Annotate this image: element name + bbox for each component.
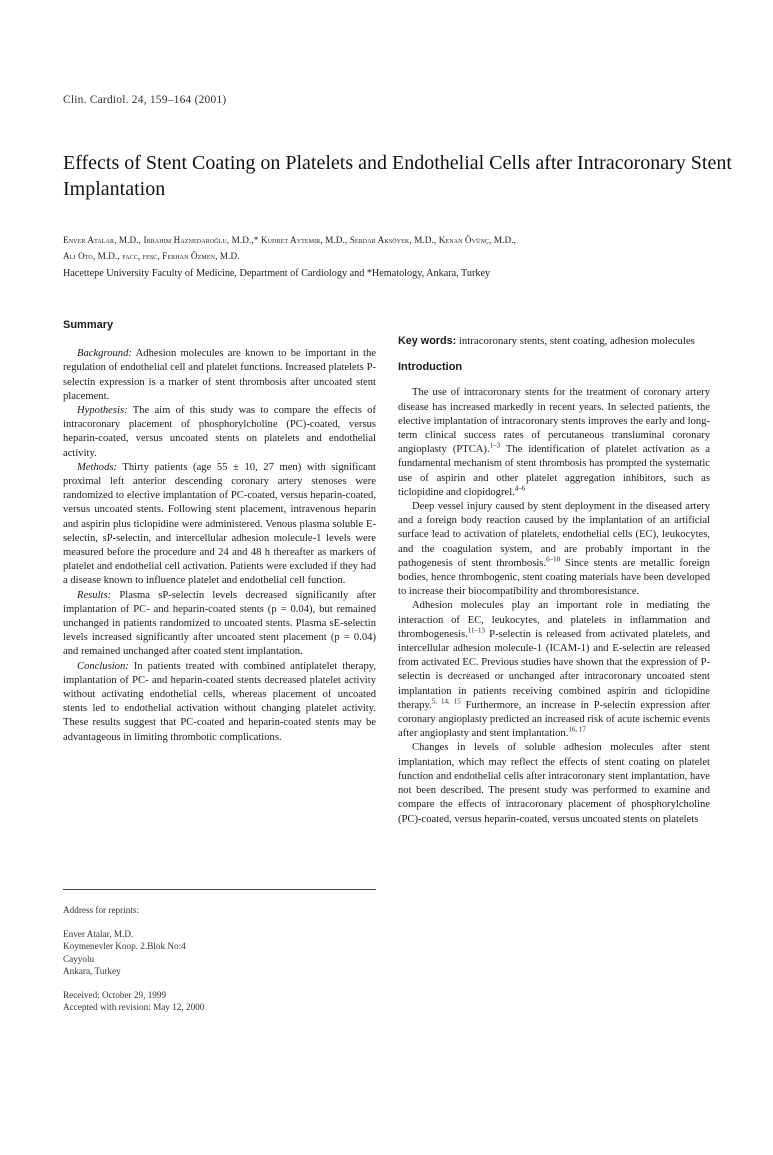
- intro-p1-text-b: The identification of platelet activation as a fundamental mechanism of stent thrombosis has prompted the systematic use of aspirin and other platelet aggregation inhibitors, such as ticlopidine and clopidogrel.: [398, 444, 710, 498]
- received-date: Received: October 29, 1999: [63, 989, 167, 1000]
- intro-p3-text-c: Furthermore, an increase in P-selectin expression after coronary angioplasty predicted an increased risk of acute ischemic events after angioplasty and stent implantation.: [398, 699, 711, 740]
- intro-paragraph-3: [398, 599, 710, 741]
- introduction-heading: Introduction: [398, 361, 463, 374]
- methods-label: Methods:: [77, 461, 118, 473]
- journal-citation: Clin. Cardiol. 24, 159–164 (2001): [63, 94, 227, 106]
- intro-p2-text-b: Since stents are metallic foreign bodies, hence thrombogenic, stent coating materials have been developed to increase their biocompatibility and thromboresistance.: [398, 557, 710, 598]
- background-label: Background:: [77, 348, 132, 360]
- keywords-text: intracoronary stents, stent coating, adhesion molecules: [456, 335, 695, 347]
- intro-paragraph-1: [398, 386, 710, 500]
- keywords-label: Key words:: [398, 335, 457, 347]
- authors-line-2: Ali Oto, M.D., facc, fesc, Ferhan Özmen, M.D.: [63, 251, 240, 261]
- intro-paragraph-4: Changes in levels of soluble adhesion molecules after stent implantation, which may reflect the effects of stent coating on platelet function and endothelial cells after intracoronary stent implantation, have not been described. The present study was performed to examine and compare the effects of intracoronary placement of phosphorylcholine (PC)-coated, versus heparin-coated, versus uncoated stents on platelets: [398, 742, 710, 825]
- summary-hypothesis: [63, 404, 376, 461]
- reprints-name: Enver Atalar, M.D.: [63, 928, 134, 939]
- left-column: [63, 319, 376, 745]
- footnote-divider: [63, 889, 376, 890]
- reprints-block: [63, 904, 376, 1014]
- background-text: Adhesion molecules are known to be important in the regulation of endothelial cell and platelet functions. Increased platelets P-selectin expression is a marker of stent thrombosis after uncoated stent placement.: [63, 348, 376, 402]
- conclusion-label: Conclusion:: [77, 660, 129, 672]
- authors-line-1: Enver Atalar, M.D., Ibrahim Haznedaroğlu, M.D.,* Kudret Aytemir, M.D., Serdar Aksöyek, M.D., Kenan Övünç, M.D.,: [63, 235, 517, 245]
- citation-ref: 5, 14, 15: [431, 697, 461, 706]
- summary-conclusion: [63, 660, 376, 745]
- author-list: [63, 232, 733, 264]
- keywords: [398, 334, 710, 348]
- methods-text: Thirty patients (age 55 ± 10, 27 men) with significant proximal left anterior descending coronary artery stenoses were randomized to elective implantation of PC-coated, versus heparin-coated, versus uncoated stents. Following stent placement, intravenous heparin and aspirin plus ticlopidine were administered. Venous plasma soluble E-selectin, sP-selectin, and intercellular adhesion molecule-1 levels were measured before the procedure and 24 and 48 h thereafter as markers of platelet and endothelial cell activation. Patients were excluded if they had a disease known to influence platelet and endothelial cell function.: [63, 461, 376, 587]
- intro-paragraph-2: [398, 500, 710, 599]
- intro-p1-text-a: The use of intracoronary stents for the treatment of coronary artery disease has increased markedly in recent years. In selected patients, the elective implantation of intracoronary stents improves the early and long-term clinical success rates of percutaneous transluminal coronary angioplasty (PTCA).: [398, 387, 710, 456]
- summary-results: [63, 589, 376, 660]
- article-title: Effects of Stent Coating on Platelets and Endothelial Cells after Intracoronary Stent Implantation: [63, 152, 732, 200]
- summary-methods: [63, 461, 376, 589]
- intro-p3-text-b: P-selectin is released from activated platelets, and intercellular adhesion molecule-1 (ICAM-1) and E-selectin are released from activated EC. Previous studies have shown that the expression of P-selectin is decreased or unchanged after intracoronary uncoated stent implantation in patients receiving combined aspirin and ticlopidine therapy.: [398, 628, 710, 711]
- reprints-heading: Address for reprints:: [63, 905, 140, 915]
- right-column: [398, 318, 710, 827]
- affiliation: Hacettepe University Faculty of Medicine, Department of Cardiology and *Hematology, Ankara, Turkey: [63, 268, 491, 279]
- hypothesis-label: Hypothesis:: [77, 405, 128, 417]
- results-text: Plasma sP-selectin levels decreased significantly after implantation of PC- and heparin-coated stents (p = 0.04), but remained unchanged in patients randomized to uncoated stents. Plasma sE-selectin levels increased significantly after uncoated stent placement (p = 0.04) and remained unchanged after coated stent implantation.: [63, 589, 376, 658]
- reprints-address-1: Koymenevler Koop. 2.Blok No:4: [63, 941, 186, 951]
- intro-p3-text-a: Adhesion molecules play an important role in mediating the interaction of EC, leukocytes, and platelets in inflammation and thrombogenesis.: [398, 600, 710, 640]
- citation-ref: 11–13: [467, 626, 485, 635]
- citation-ref: 16, 17: [568, 725, 586, 734]
- citation-ref: 1–3: [489, 441, 501, 450]
- citation-ref: 6–10: [546, 555, 561, 564]
- accepted-date: Accepted with revision: May 12, 2000: [63, 1002, 205, 1012]
- reprints-address-2: Cayyolu: [63, 953, 95, 964]
- conclusion-text: In patients treated with combined antiplatelet therapy, implantation of PC- and heparin-coated stents decreased platelet activity without activating endothelial cells, whereas placement of uncoated stents led to endothelial activation without changing platelet activity. These results suggest that PC-coated and heparin-coated stents may be advantageous in limiting thrombotic complications.: [63, 660, 376, 743]
- summary-heading: Summary: [63, 319, 114, 331]
- intro-p2-text-a: Deep vessel injury caused by stent deployment in the diseased artery and a foreign body reaction caused by the implantation of an artificial surface lead to activation of platelets, endothelial cells (EC), leukocytes, and the coagulation system, and are probably important in the pathogenesis of stent thrombosis.: [398, 501, 710, 569]
- reprints-address-3: Ankara, Turkey: [63, 966, 121, 976]
- citation-ref: 4–6: [514, 484, 526, 493]
- results-label: Results:: [77, 589, 112, 601]
- hypothesis-text: The aim of this study was to compare the effects of intracoronary placement of phosphorylcholine (PC)-coated, versus heparin-coated, versus uncoated stents on platelets and endothelial activity.: [63, 405, 376, 459]
- summary-background: [63, 347, 376, 404]
